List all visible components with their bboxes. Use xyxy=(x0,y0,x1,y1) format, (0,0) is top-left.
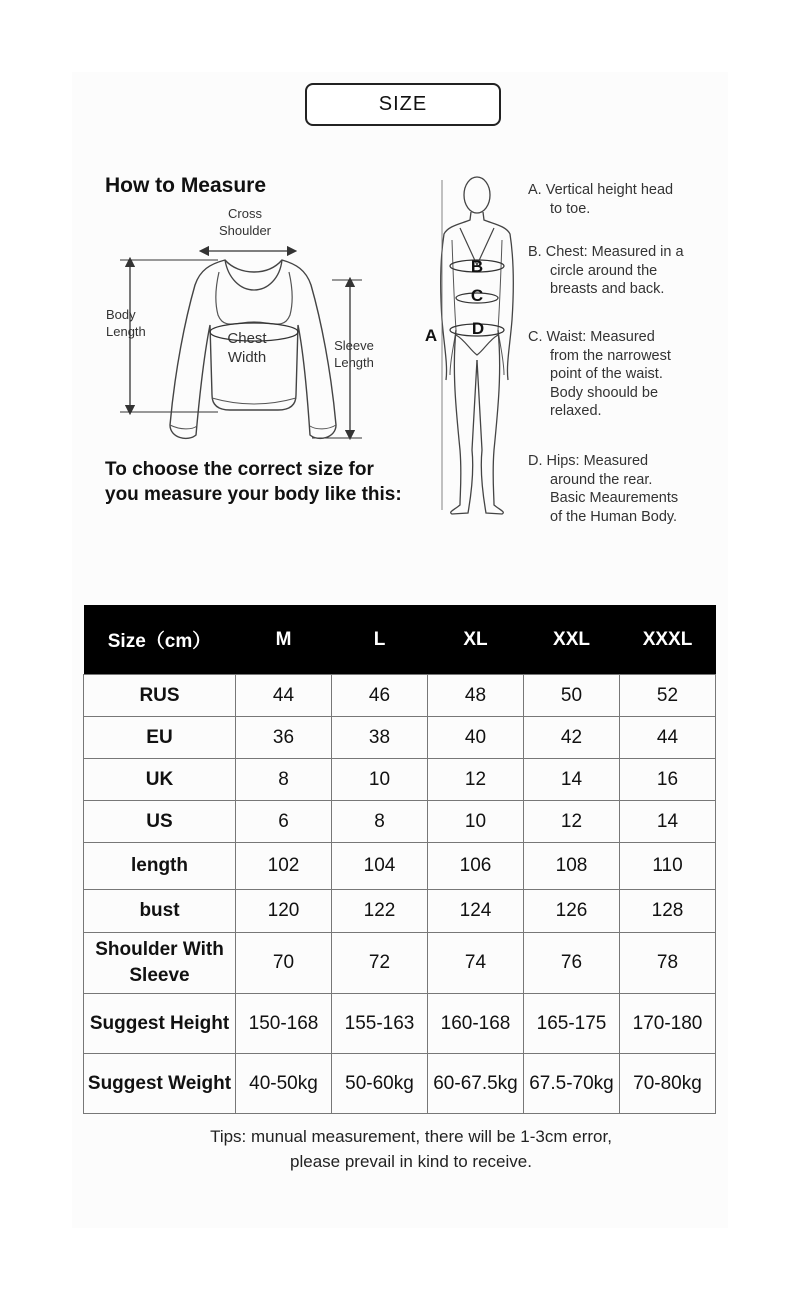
header-xxl: XXL xyxy=(524,605,620,675)
row-label: bust xyxy=(84,890,236,933)
table-cell: 165-175 xyxy=(524,994,620,1054)
table-cell: 110 xyxy=(620,843,716,890)
table-cell: 38 xyxy=(332,717,428,759)
sleeve-length-label: Sleeve Length xyxy=(334,338,374,370)
table-cell: 40 xyxy=(428,717,524,759)
table-cell: 124 xyxy=(428,890,524,933)
header-m: M xyxy=(236,605,332,675)
table-cell: 67.5-70kg xyxy=(524,1054,620,1114)
table-cell: 44 xyxy=(236,675,332,717)
table-row xyxy=(84,759,716,801)
table-row xyxy=(84,801,716,843)
table-cell: 76 xyxy=(524,933,620,994)
row-label: length xyxy=(84,843,236,890)
table-cell: 36 xyxy=(236,717,332,759)
how-to-measure-title: How to Measure xyxy=(105,174,267,197)
body-figure-illustration xyxy=(420,170,520,520)
table-row xyxy=(84,890,716,933)
table-cell: 50-60kg xyxy=(332,1054,428,1114)
table-row xyxy=(84,1054,716,1114)
marker-d: D xyxy=(471,319,485,338)
table-cell: 126 xyxy=(524,890,620,933)
table-cell: 106 xyxy=(428,843,524,890)
marker-a: A xyxy=(424,326,438,345)
header-size-cm: Size（cm） xyxy=(84,605,236,675)
header-l: L xyxy=(332,605,428,675)
table-cell: 78 xyxy=(620,933,716,994)
row-label: Suggest Weight xyxy=(84,1054,236,1114)
table-row xyxy=(84,717,716,759)
row-label: US xyxy=(84,801,236,843)
row-label: RUS xyxy=(84,675,236,717)
header-xl: XL xyxy=(428,605,524,675)
definition-b: B. Chest: Measured in a circle around the breasts and back. xyxy=(528,244,684,297)
table-cell: 44 xyxy=(620,717,716,759)
table-cell: 42 xyxy=(524,717,620,759)
table-header-row xyxy=(84,605,716,675)
table-cell: 160-168 xyxy=(428,994,524,1054)
table-cell: 120 xyxy=(236,890,332,933)
size-title: SIZE xyxy=(378,93,428,115)
table-cell: 12 xyxy=(524,801,620,843)
table-cell: 14 xyxy=(524,759,620,801)
body-length-label: Body Length xyxy=(106,307,146,339)
definition-a: A. Vertical height head to toe. xyxy=(528,182,674,217)
table-row xyxy=(84,994,716,1054)
table-cell: 48 xyxy=(428,675,524,717)
row-label: Shoulder With Sleeve xyxy=(84,933,236,994)
table-cell: 155-163 xyxy=(332,994,428,1054)
table-cell: 70-80kg xyxy=(620,1054,716,1114)
row-label: Suggest Height xyxy=(84,994,236,1054)
cross-shoulder-label: Cross Shoulder xyxy=(218,206,272,238)
table-cell: 74 xyxy=(428,933,524,994)
table-cell: 70 xyxy=(236,933,332,994)
choose-size-instruction: To choose the correct size for you measure your body like this: xyxy=(105,459,402,505)
table-cell: 150-168 xyxy=(236,994,332,1054)
table-cell: 122 xyxy=(332,890,428,933)
table-cell: 10 xyxy=(332,759,428,801)
table-cell: 52 xyxy=(620,675,716,717)
marker-b: B xyxy=(470,257,484,276)
definition-c: C. Waist: Measured from the narrowest point of the waist. Body shoould be relaxed. xyxy=(528,329,671,419)
table-row xyxy=(84,933,716,994)
table-cell: 108 xyxy=(524,843,620,890)
row-label: EU xyxy=(84,717,236,759)
table-cell: 12 xyxy=(428,759,524,801)
row-label: UK xyxy=(84,759,236,801)
header-xxxl: XXXL xyxy=(620,605,716,675)
table-cell: 170-180 xyxy=(620,994,716,1054)
table-cell: 46 xyxy=(332,675,428,717)
table-cell: 50 xyxy=(524,675,620,717)
size-table xyxy=(83,605,716,1114)
table-cell: 6 xyxy=(236,801,332,843)
table-row xyxy=(84,675,716,717)
table-cell: 102 xyxy=(236,843,332,890)
tips-note: Tips: munual measurement, there will be 1-3cm error, please prevail in kind to receive. xyxy=(210,1127,612,1171)
table-cell: 14 xyxy=(620,801,716,843)
table-cell: 60-67.5kg xyxy=(428,1054,524,1114)
size-title-box xyxy=(305,83,501,126)
table-cell: 72 xyxy=(332,933,428,994)
table-cell: 128 xyxy=(620,890,716,933)
table-row xyxy=(84,843,716,890)
table-cell: 8 xyxy=(236,759,332,801)
table-cell: 16 xyxy=(620,759,716,801)
table-cell: 10 xyxy=(428,801,524,843)
chest-width-label: Chest Width xyxy=(227,330,267,366)
definition-d: D. Hips: Measured around the rear. Basic Meaurements of the Human Body. xyxy=(528,453,679,525)
table-cell: 40-50kg xyxy=(236,1054,332,1114)
table-cell: 104 xyxy=(332,843,428,890)
table-cell: 8 xyxy=(332,801,428,843)
marker-c: C xyxy=(470,286,484,305)
